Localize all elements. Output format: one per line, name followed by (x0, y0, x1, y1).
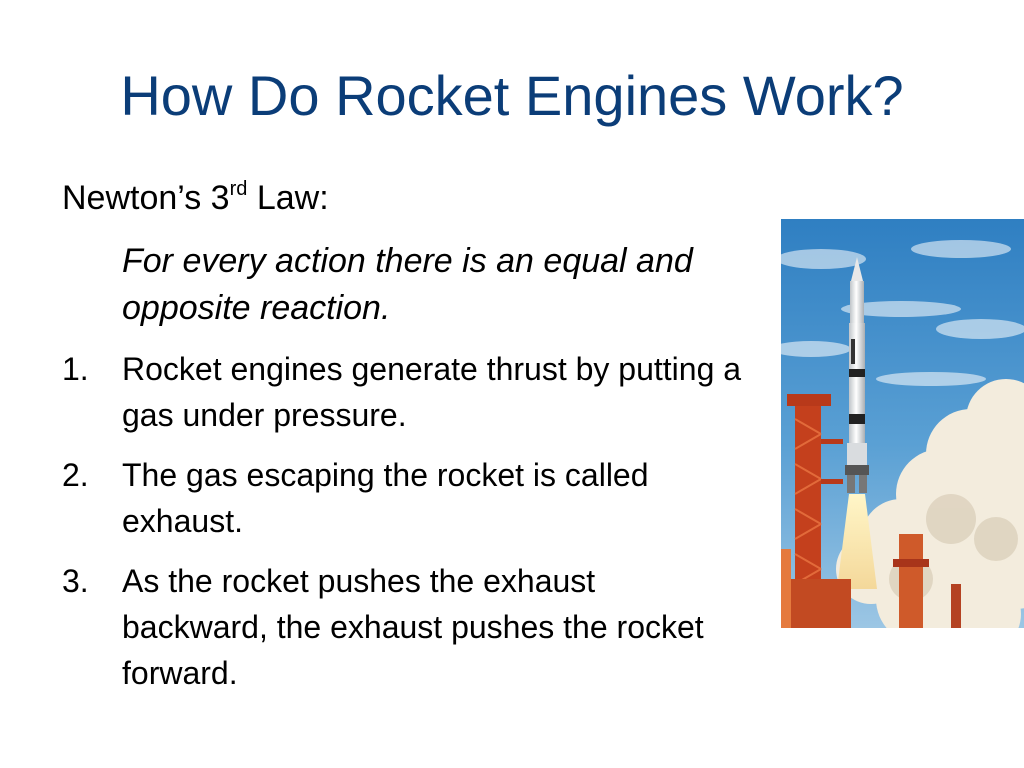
law-suffix: Law: (247, 179, 329, 217)
list-item (0, 558, 760, 696)
list-text: As the rocket pushes the exhaust backward, the exhaust pushes the rocket forward. (122, 563, 704, 691)
law-superscript: rd (229, 178, 248, 200)
rocket-launch-photo (781, 219, 1024, 628)
list-number: 1. (62, 351, 89, 387)
law-prefix: Newton’s 3 (62, 179, 230, 217)
list-item (0, 346, 760, 438)
law-heading (62, 176, 329, 220)
list-item (0, 452, 760, 544)
rocket-launch-illustration (781, 219, 1024, 628)
list-text: The gas escaping the rocket is called exhaust. (122, 457, 649, 539)
slide-title: How Do Rocket Engines Work? (120, 64, 904, 127)
law-quote: For every action there is an equal and opposite reaction. (122, 242, 693, 327)
list-number: 2. (62, 457, 89, 493)
list-number: 3. (62, 563, 89, 599)
numbered-list (0, 346, 760, 696)
list-text: Rocket engines generate thrust by putting a gas under pressure. (122, 351, 742, 433)
